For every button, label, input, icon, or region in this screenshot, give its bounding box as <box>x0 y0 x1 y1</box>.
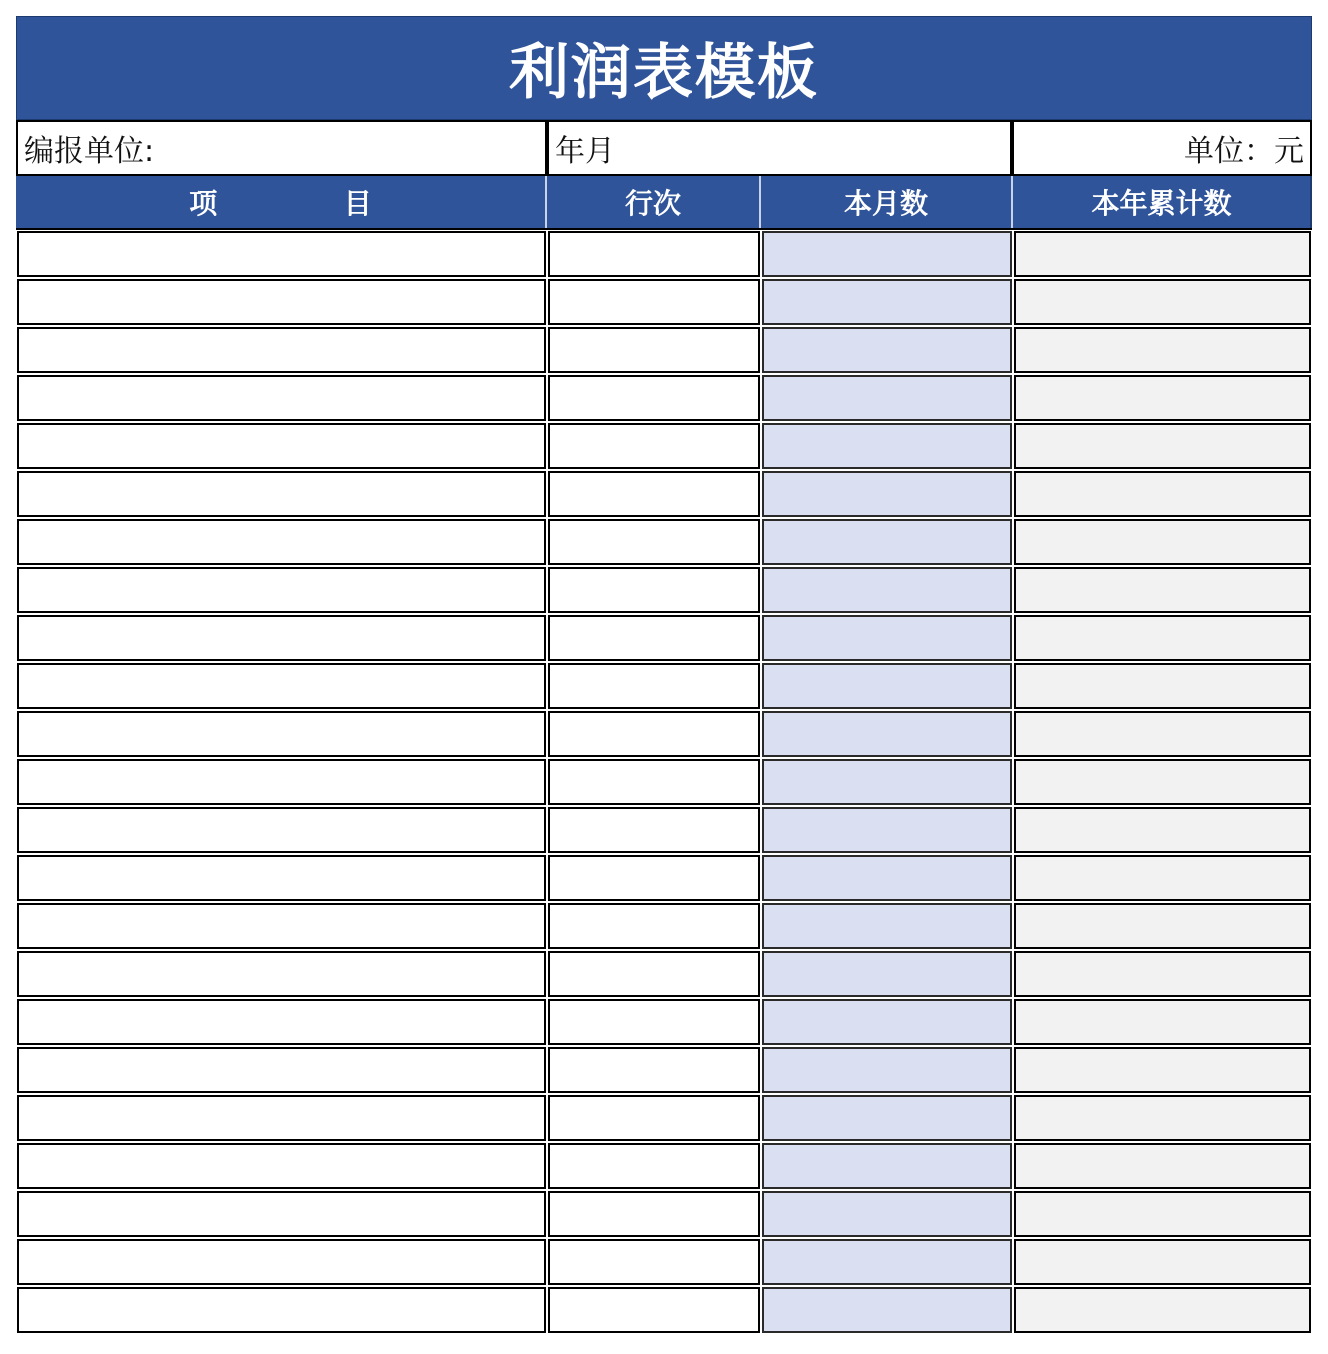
table-row <box>16 518 1312 566</box>
item-cell[interactable] <box>17 999 546 1045</box>
ytd-cell[interactable] <box>1014 951 1311 997</box>
item-cell[interactable] <box>17 423 546 469</box>
table-row <box>16 950 1312 998</box>
table-row <box>16 1286 1312 1334</box>
ytd-cell[interactable] <box>1014 903 1311 949</box>
header-ytd: 本年累计数 <box>1013 176 1312 228</box>
this-month-cell[interactable] <box>762 423 1012 469</box>
table-row <box>16 374 1312 422</box>
ytd-cell[interactable] <box>1014 855 1311 901</box>
line-no-cell[interactable] <box>548 999 760 1045</box>
ytd-cell[interactable] <box>1014 519 1311 565</box>
ytd-cell[interactable] <box>1014 663 1311 709</box>
item-cell[interactable] <box>17 519 546 565</box>
this-month-cell[interactable] <box>762 903 1012 949</box>
this-month-cell[interactable] <box>762 231 1012 277</box>
this-month-cell[interactable] <box>762 999 1012 1045</box>
item-cell[interactable] <box>17 1047 546 1093</box>
item-cell[interactable] <box>17 663 546 709</box>
item-cell[interactable] <box>17 807 546 853</box>
this-month-cell[interactable] <box>762 567 1012 613</box>
table-row <box>16 902 1312 950</box>
this-month-cell[interactable] <box>762 711 1012 757</box>
line-no-cell[interactable] <box>548 1143 760 1189</box>
line-no-cell[interactable] <box>548 711 760 757</box>
ytd-cell[interactable] <box>1014 1239 1311 1285</box>
this-month-cell[interactable] <box>762 1191 1012 1237</box>
this-month-cell[interactable] <box>762 1095 1012 1141</box>
ytd-cell[interactable] <box>1014 423 1311 469</box>
item-cell[interactable] <box>17 951 546 997</box>
header-item-left: 项 <box>189 187 218 220</box>
this-month-cell[interactable] <box>762 615 1012 661</box>
table-row <box>16 758 1312 806</box>
ytd-cell[interactable] <box>1014 279 1311 325</box>
item-cell[interactable] <box>17 1239 546 1285</box>
ytd-cell[interactable] <box>1014 1143 1311 1189</box>
ytd-cell[interactable] <box>1014 1287 1311 1333</box>
this-month-cell[interactable] <box>762 759 1012 805</box>
period-cell[interactable]: 年月 <box>547 122 1012 174</box>
ytd-cell[interactable] <box>1014 567 1311 613</box>
line-no-cell[interactable] <box>548 231 760 277</box>
table-row <box>16 1142 1312 1190</box>
ytd-cell[interactable] <box>1014 807 1311 853</box>
line-no-cell[interactable] <box>548 1191 760 1237</box>
item-cell[interactable] <box>17 1191 546 1237</box>
item-cell[interactable] <box>17 567 546 613</box>
table-row <box>16 806 1312 854</box>
item-cell[interactable] <box>17 1143 546 1189</box>
column-header-row <box>16 176 1312 230</box>
line-no-cell[interactable] <box>548 567 760 613</box>
ytd-cell[interactable] <box>1014 1191 1311 1237</box>
this-month-cell[interactable] <box>762 855 1012 901</box>
this-month-cell[interactable] <box>762 1047 1012 1093</box>
table-row <box>16 998 1312 1046</box>
ytd-cell[interactable] <box>1014 615 1311 661</box>
item-cell[interactable] <box>17 855 546 901</box>
table-row <box>16 326 1312 374</box>
this-month-cell[interactable] <box>762 471 1012 517</box>
ytd-cell[interactable] <box>1014 999 1311 1045</box>
this-month-cell[interactable] <box>762 327 1012 373</box>
line-no-cell[interactable] <box>548 1047 760 1093</box>
line-no-cell[interactable] <box>548 903 760 949</box>
table-row <box>16 710 1312 758</box>
table-row <box>16 854 1312 902</box>
line-no-cell[interactable] <box>548 951 760 997</box>
item-cell[interactable] <box>17 759 546 805</box>
line-no-cell[interactable] <box>548 423 760 469</box>
line-no-cell[interactable] <box>548 1239 760 1285</box>
ytd-cell[interactable] <box>1014 327 1311 373</box>
this-month-cell[interactable] <box>762 279 1012 325</box>
reporting-unit-cell[interactable]: 编报单位: <box>16 122 547 174</box>
line-no-cell[interactable] <box>548 1095 760 1141</box>
line-no-cell[interactable] <box>548 519 760 565</box>
table-row <box>16 1094 1312 1142</box>
item-cell[interactable] <box>17 279 546 325</box>
item-cell[interactable] <box>17 615 546 661</box>
info-row <box>16 120 1312 176</box>
ytd-cell[interactable] <box>1014 375 1311 421</box>
item-cell[interactable] <box>17 327 546 373</box>
profit-statement-sheet <box>16 16 1312 1334</box>
item-cell[interactable] <box>17 375 546 421</box>
table-row <box>16 1238 1312 1286</box>
this-month-cell[interactable] <box>762 663 1012 709</box>
ytd-cell[interactable] <box>1014 1095 1311 1141</box>
this-month-cell[interactable] <box>762 951 1012 997</box>
item-cell[interactable] <box>17 711 546 757</box>
item-cell[interactable] <box>17 1095 546 1141</box>
ytd-cell[interactable] <box>1014 711 1311 757</box>
item-cell[interactable] <box>17 471 546 517</box>
this-month-cell[interactable] <box>762 1239 1012 1285</box>
table-row <box>16 1190 1312 1238</box>
table-row <box>16 614 1312 662</box>
currency-unit-cell: 单位：元 <box>1012 122 1312 174</box>
line-no-cell[interactable] <box>548 375 760 421</box>
line-no-cell[interactable] <box>548 327 760 373</box>
table-row <box>16 1046 1312 1094</box>
line-no-cell[interactable] <box>548 663 760 709</box>
table-body <box>16 230 1312 1334</box>
ytd-cell[interactable] <box>1014 1047 1311 1093</box>
item-cell[interactable] <box>17 1287 546 1333</box>
line-no-cell[interactable] <box>548 615 760 661</box>
table-row <box>16 230 1312 278</box>
line-no-cell[interactable] <box>548 279 760 325</box>
line-no-cell[interactable] <box>548 471 760 517</box>
header-line-no: 行次 <box>547 176 761 228</box>
item-cell[interactable] <box>17 903 546 949</box>
table-row <box>16 422 1312 470</box>
sheet-title: 利润表模板 <box>16 16 1312 120</box>
this-month-cell[interactable] <box>762 1143 1012 1189</box>
header-item <box>16 176 547 228</box>
item-cell[interactable] <box>17 231 546 277</box>
table-row <box>16 662 1312 710</box>
table-row <box>16 278 1312 326</box>
ytd-cell[interactable] <box>1014 759 1311 805</box>
this-month-cell[interactable] <box>762 375 1012 421</box>
table-row <box>16 470 1312 518</box>
header-this-month: 本月数 <box>761 176 1013 228</box>
line-no-cell[interactable] <box>548 1287 760 1333</box>
line-no-cell[interactable] <box>548 807 760 853</box>
line-no-cell[interactable] <box>548 855 760 901</box>
table-row <box>16 566 1312 614</box>
line-no-cell[interactable] <box>548 759 760 805</box>
ytd-cell[interactable] <box>1014 231 1311 277</box>
header-item-right: 目 <box>343 187 372 220</box>
this-month-cell[interactable] <box>762 1287 1012 1333</box>
this-month-cell[interactable] <box>762 807 1012 853</box>
this-month-cell[interactable] <box>762 519 1012 565</box>
ytd-cell[interactable] <box>1014 471 1311 517</box>
